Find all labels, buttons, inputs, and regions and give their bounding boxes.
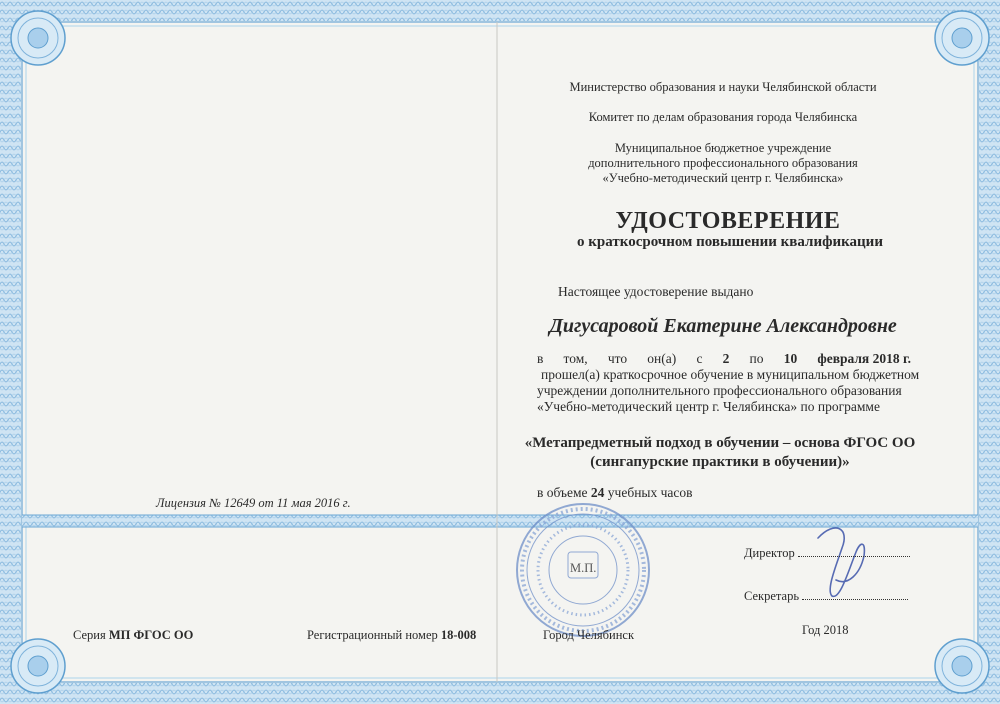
director-label: Директор [744,546,795,560]
body-line-3: «Учебно-методический центр г. Челябинска» по программе [537,399,880,414]
registration-label: Регистрационный номер [307,628,438,642]
year-value: 2018 [823,623,849,637]
volume-prefix: в объеме [537,485,588,500]
volume-suffix: учебных часов [607,485,693,500]
secretary-signature-line [802,599,908,600]
period-word: он(а) [647,351,677,366]
volume-hours: 24 [590,485,605,500]
institution-line-1: Муниципальное бюджетное учреждение [614,141,832,155]
series-label: Серия [73,628,106,642]
document-subtitle: о краткосрочном повышении квалификации [577,234,883,250]
series-value: МП ФГОС ОО [108,628,194,642]
period-word: в [537,351,544,366]
program-line-1: «Метапредметный подход в обучении – основа ФГОС ОО [524,435,916,451]
program-line-2: (сингапурские практики в обучении)» [590,454,850,470]
year-label: Год [802,623,821,637]
period-word: по [749,351,764,366]
document-title: УДОСТОВЕРЕНИЕ [615,208,841,234]
period-word: что [607,351,628,366]
institution-line-3: «Учебно-методический центр г. Челябинска» [602,171,844,185]
date-month-year: февраля 2018 г. [817,351,911,366]
body-line-2: учреждении дополнительного профессионального образования [537,383,902,398]
date-to: 10 [783,351,798,366]
director-row [744,546,910,561]
registration-value: 18-008 [440,628,477,642]
volume-line [537,485,693,501]
institution-line-2: дополнительного профессионального образования [588,156,858,170]
secretary-label: Секретарь [744,589,800,603]
secretary-row [744,589,908,604]
issued-to-text: Настоящее удостоверение выдано [558,284,754,299]
period-word: том, [563,351,588,366]
year-row [802,623,849,638]
registration-row [307,628,476,643]
corner-rosette-icon [935,11,989,65]
ministry-text: Министерство образования и науки Челябинской области [569,80,877,94]
committee-text: Комитет по делам образования города Челябинска [588,110,858,124]
body-line-1: прошел(а) краткосрочное обучение в муниципальном бюджетном [541,367,920,382]
period-word: с [696,351,703,366]
corner-rosette-icon [11,11,65,65]
period-line [537,351,911,367]
corner-rosette-icon [11,639,65,693]
recipient-name: Дигусаровой Екатерине Александровне [549,315,897,337]
stamp-label: М.П. [570,561,597,575]
city-text: Город Челябинск [543,628,635,642]
date-from: 2 [722,351,730,366]
license-text: Лицензия № 12649 от 11 мая 2016 г. [156,496,351,510]
signature-icon [818,528,864,596]
corner-rosette-icon [935,639,989,693]
series-row [73,628,193,643]
director-signature-line [798,556,910,557]
